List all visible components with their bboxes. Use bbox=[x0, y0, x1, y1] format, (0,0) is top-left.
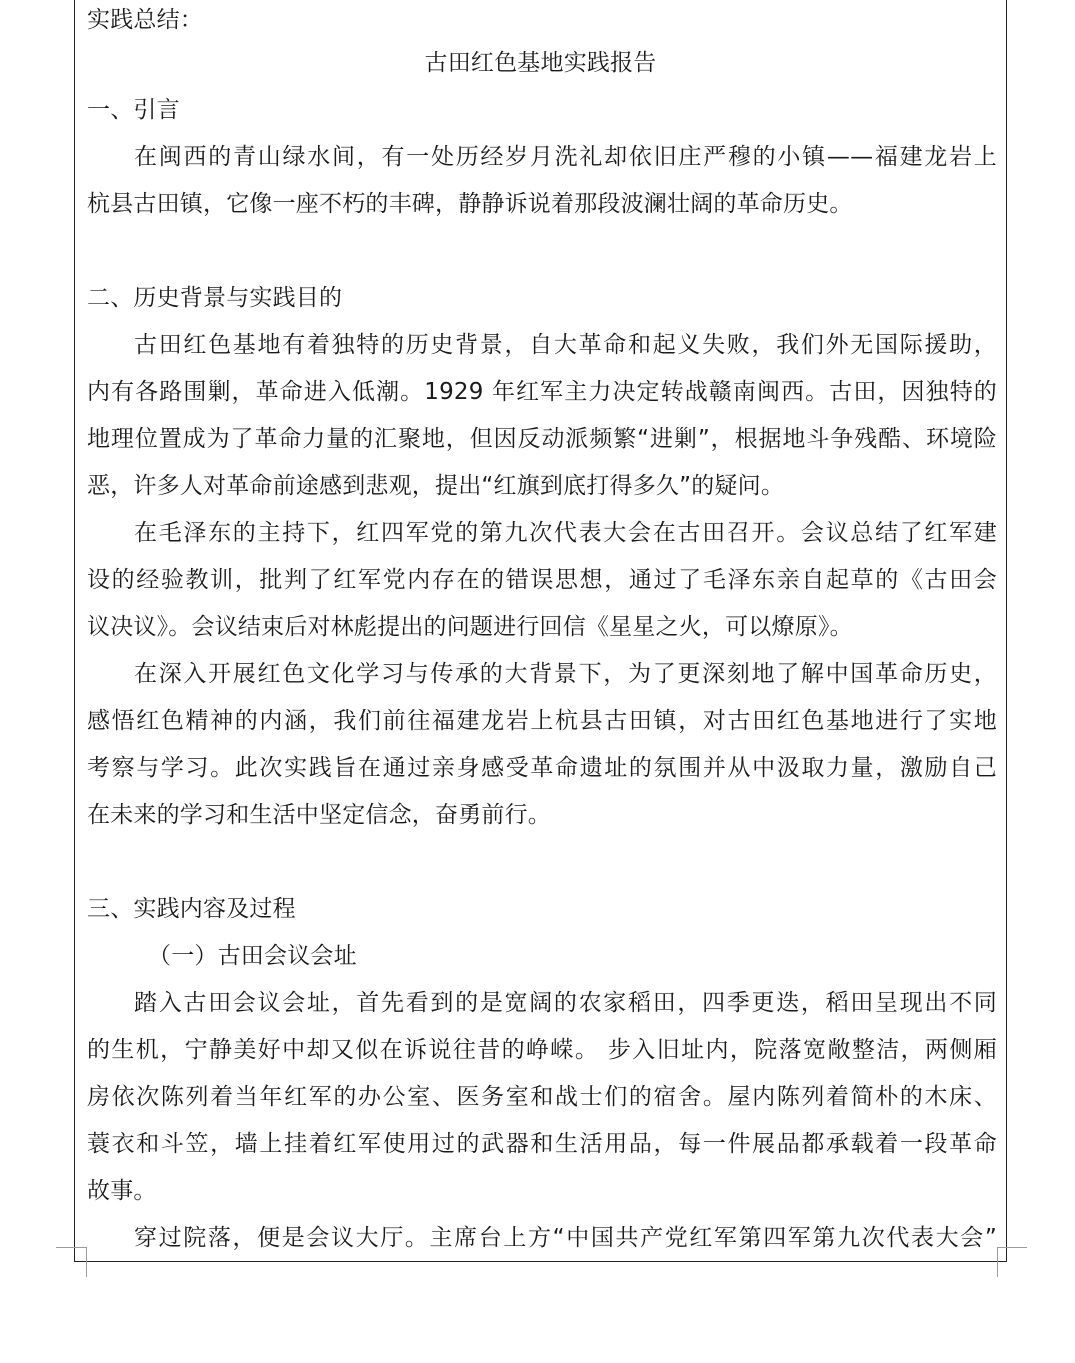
paragraph-line: 故事。 bbox=[87, 1178, 157, 1204]
paragraph-line: 穿过院落，便是会议大厅。主席台上方“中国共产党红军第四军第九次代表大会” bbox=[134, 1225, 997, 1251]
crop-mark-left-v bbox=[86, 1247, 87, 1277]
section-heading: 二、历史背景与实践目的 bbox=[87, 285, 343, 311]
paragraph-line: 的生机，宁静美好中却又似在诉说往昔的峥嵘。 步入旧址内，院落宽敞整洁，两侧厢 bbox=[87, 1037, 997, 1063]
doc-label: 实践总结： bbox=[87, 7, 203, 33]
paragraph-line: 房依次陈列着当年红军的办公室、医务室和战士们的宿舍。屋内陈列着简朴的木床、 bbox=[87, 1084, 997, 1110]
paragraph-line: 在闽西的青山绿水间，有一处历经岁月洗礼却依旧庄严穆的小镇——福建龙岩上 bbox=[134, 144, 997, 170]
crop-mark-left-h bbox=[56, 1247, 86, 1248]
paragraph-line: 在毛泽东的主持下，红四军党的第九次代表大会在古田召开。会议总结了红军建 bbox=[134, 520, 997, 546]
paragraph-line: 感悟红色精神的内涵，我们前往福建龙岩上杭县古田镇，对古田红色基地进行了实地 bbox=[87, 708, 997, 734]
section-heading: 三、实践内容及过程 bbox=[87, 896, 296, 922]
paragraph-line: 地理位置成为了革命力量的汇聚地，但因反动派频繁“进剿”，根据地斗争残酷、环境险 bbox=[87, 426, 997, 452]
paragraph-line: 恶，许多人对革命前途感到悲观，提出“红旗到底打得多久”的疑问。 bbox=[87, 473, 785, 499]
subsection-heading: （一）古田会议会址 bbox=[148, 943, 357, 969]
section-heading: 一、引言 bbox=[87, 97, 180, 123]
paragraph-line: 杭县古田镇，它像一座不朽的丰碑，静静诉说着那段波澜壮阔的革命历史。 bbox=[87, 191, 853, 217]
paragraph-line: 在未来的学习和生活中坚定信念，奋勇前行。 bbox=[87, 802, 551, 828]
paragraph-line: 内有各路围剿，革命进入低潮。1929 年红军主力决定转战赣南闽西。古田，因独特的 bbox=[87, 379, 997, 405]
crop-mark-right-h bbox=[997, 1247, 1027, 1248]
crop-mark-right-v bbox=[997, 1247, 998, 1277]
paragraph-line: 蓑衣和斗笠，墙上挂着红军使用过的武器和生活用品，每一件展品都承载着一段革命 bbox=[87, 1131, 997, 1157]
paragraph-line: 在深入开展红色文化学习与传承的大背景下，为了更深刻地了解中国革命历史， bbox=[134, 661, 997, 687]
paragraph-line: 踏入古田会议会址，首先看到的是宽阔的农家稻田，四季更迭，稻田呈现出不同 bbox=[134, 990, 997, 1016]
paragraph-line: 考察与学习。此次实践旨在通过亲身感受革命遗址的氛围并从中汲取力量，激励自己 bbox=[87, 755, 997, 781]
paragraph-line: 古田红色基地有着独特的历史背景，自大革命和起义失败，我们外无国际援助， bbox=[134, 332, 997, 358]
paragraph-line: 议决议》。会议结束后对林彪提出的问题进行回信《星星之火，可以燎原》。 bbox=[87, 614, 853, 640]
doc-title: 古田红色基地实践报告 bbox=[424, 50, 657, 76]
paragraph-line: 设的经验教训，批判了红军党内存在的错误思想，通过了毛泽东亲自起草的《古田会 bbox=[87, 567, 997, 593]
